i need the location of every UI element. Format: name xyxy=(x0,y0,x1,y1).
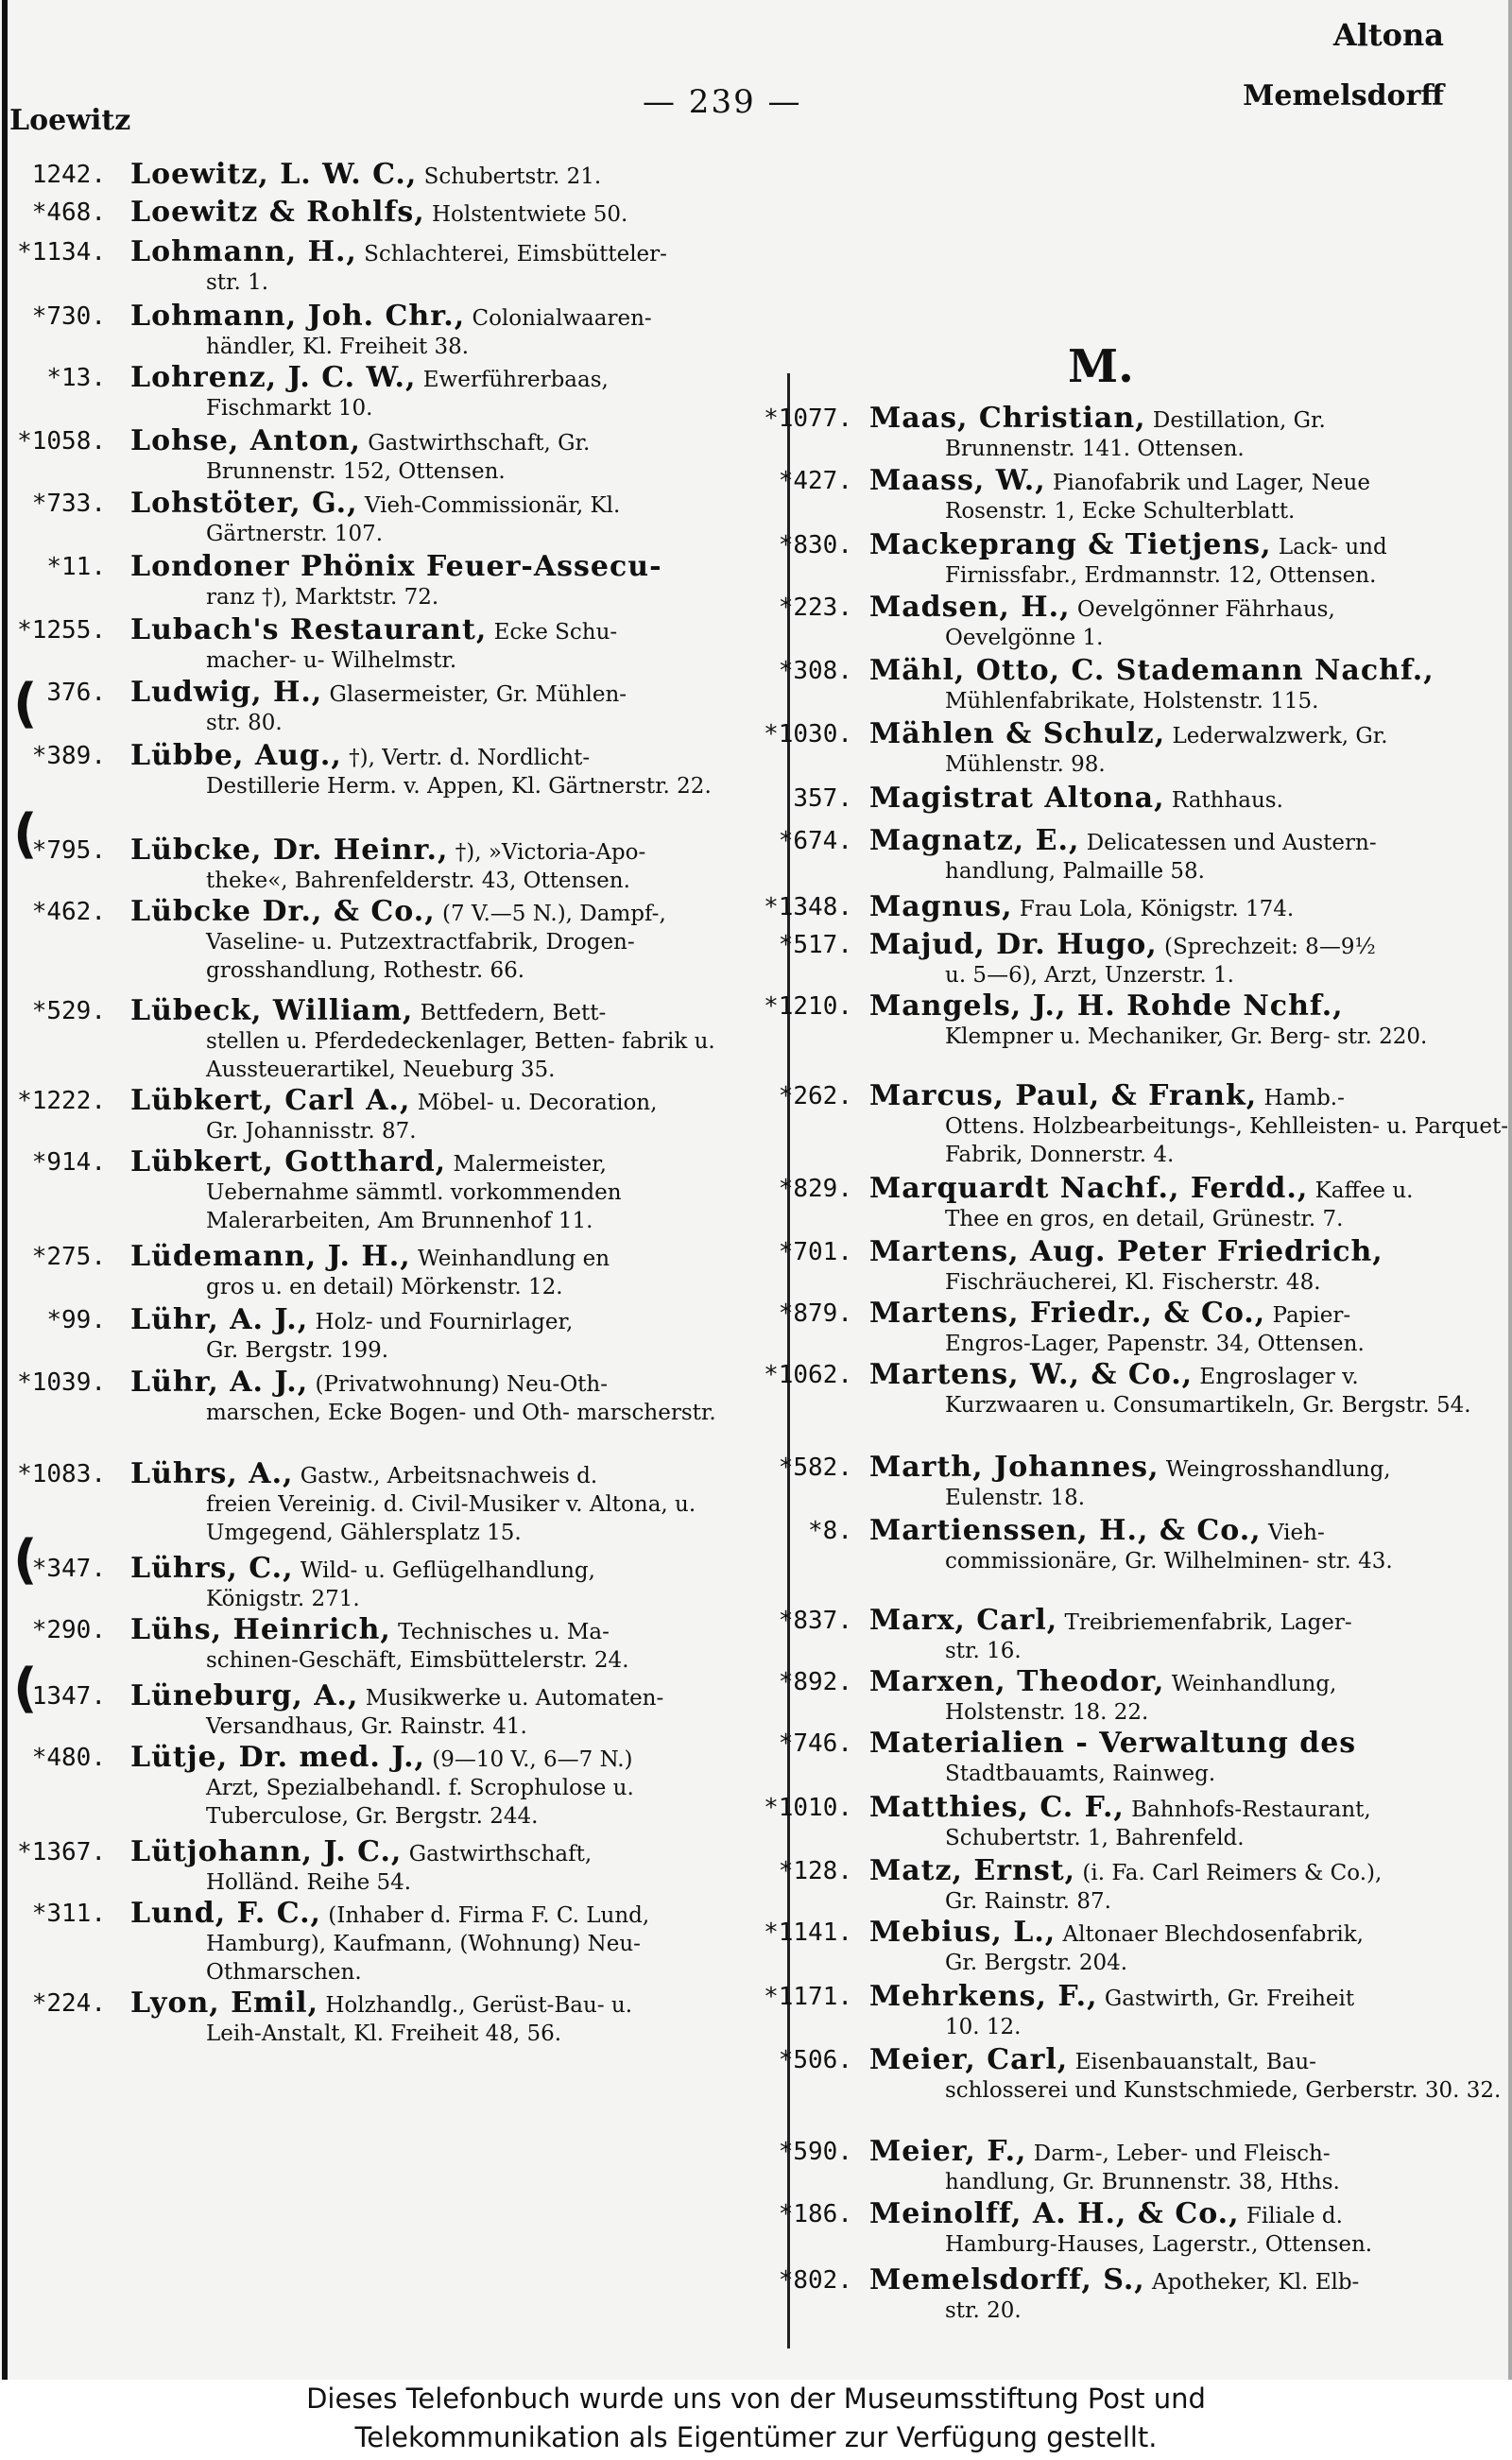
entry-name: Marquardt Nachf., Ferdd., xyxy=(869,1172,1309,1205)
entry-name: Lütje, Dr. med. J., xyxy=(130,1741,425,1774)
entry-name: Lübkert, Gotthard, xyxy=(130,1145,447,1178)
entry-detail: Holz- und Fournirlager, xyxy=(308,1310,574,1334)
entry-detail: Altonaer Blechdosenfabrik, xyxy=(1056,1922,1364,1947)
entry-text xyxy=(869,1729,1512,1788)
entry-name: Maass, W., xyxy=(869,464,1046,497)
entry-name: Mangels, J., H. Rohde Nchf., xyxy=(869,989,1344,1023)
entry-name: Marx, Carl, xyxy=(869,1604,1058,1637)
entry-continuation: Klempner u. Mechaniker, Gr. Berg- str. 220. xyxy=(945,1024,1428,1049)
entry-name: Lubach's Restaurant, xyxy=(130,613,488,646)
entry-continuation: Hamburg), Kaufmann, (Wohnung) Neu-Othmarschen. xyxy=(206,1932,641,1985)
entry-name: Lohmann, H., xyxy=(130,235,357,268)
entry-text xyxy=(130,1897,764,1987)
entry-text xyxy=(130,613,764,675)
entry-text xyxy=(869,1854,1512,1916)
entry-continuation: Vaseline- u. Putzextractfabrik, Drogen- grosshandlung, Rothestr. 66. xyxy=(206,930,635,983)
phone-number: *879. xyxy=(778,1299,852,1328)
entry-detail: (i. Fa. Carl Reimers & Co.), xyxy=(1075,1861,1383,1885)
phone-number: *1255. xyxy=(17,616,106,645)
entry-detail: Ewerführerbaas, xyxy=(416,368,609,392)
entry-text xyxy=(869,404,1512,463)
entry-text xyxy=(869,784,1512,815)
phone-number: *311. xyxy=(31,1900,106,1928)
phone-number: *746. xyxy=(778,1729,852,1758)
entry-text xyxy=(869,2135,1512,2196)
entry-text xyxy=(130,1679,764,1741)
phone-number: *389. xyxy=(31,742,106,770)
phone-number: *1030. xyxy=(764,720,852,748)
entry-detail: Möbel- u. Decoration, xyxy=(410,1091,658,1115)
entry-detail: Eisenbauanstalt, Bau- xyxy=(1068,2050,1316,2074)
entry-text xyxy=(130,1457,764,1547)
phone-number: 357. xyxy=(793,784,852,813)
entry-name: Lüdemann, J. H., xyxy=(130,1240,411,1273)
entry-text xyxy=(869,528,1512,590)
phone-number: *1077. xyxy=(764,404,852,433)
entry-name: Lütjohann, J. C., xyxy=(130,1835,403,1868)
phone-number: *462. xyxy=(31,898,106,926)
entry-detail: Vieh- xyxy=(1261,1521,1325,1545)
entry-name: Loewitz, L. W. C., xyxy=(130,158,418,191)
phone-number: *223. xyxy=(778,593,852,622)
entry-detail: Rathhaus. xyxy=(1164,788,1283,813)
entry-detail: Gastwirth, Gr. Freiheit xyxy=(1097,1987,1355,2011)
entry-continuation: commissionäre, Gr. Wilhelminen- str. 43. xyxy=(945,1549,1393,1574)
entry-text xyxy=(869,824,1512,886)
entry-continuation: Brunnenstr. 141. Ottensen. xyxy=(945,437,1245,461)
phone-number: *701. xyxy=(778,1238,852,1266)
phone-number: *582. xyxy=(778,1454,852,1482)
phone-number: *892. xyxy=(778,1668,852,1696)
entry-detail: Lack- und xyxy=(1271,535,1387,559)
entry-name: Martens, Aug. Peter Friedrich, xyxy=(869,1235,1383,1268)
entry-detail: Lederwalzwerk, Gr. xyxy=(1165,724,1388,748)
entry-name: Lührs, A., xyxy=(130,1457,294,1490)
entry-continuation: Gr. Bergstr. 204. xyxy=(945,1951,1128,1975)
entry-detail: Musikwerke u. Automaten- xyxy=(358,1686,664,1711)
entry-continuation: Brunnenstr. 152, Ottensen. xyxy=(206,459,506,484)
entry-detail: Apotheker, Kl. Elb- xyxy=(1144,2270,1360,2295)
entry-name: Lübcke, Dr. Heinr., xyxy=(130,834,449,867)
entry-name: Ludwig, H., xyxy=(130,676,323,709)
entry-text xyxy=(869,1235,1512,1297)
entry-text xyxy=(130,1835,764,1897)
phone-number: 1242. xyxy=(31,161,106,189)
entry-text xyxy=(869,1791,1512,1852)
phone-number: *1367. xyxy=(17,1838,106,1867)
phone-number: *517. xyxy=(778,931,852,959)
entry-detail: Treibriemenfabrik, Lager- xyxy=(1057,1610,1352,1635)
entry-continuation: u. 5—6), Arzt, Unzerstr. 1. xyxy=(945,963,1234,988)
entry-continuation: schinen-Geschäft, Eimsbüttelerstr. 24. xyxy=(206,1648,629,1673)
entry-name: Lübcke Dr., & Co., xyxy=(130,895,436,928)
entry-name: Lübbe, Aug., xyxy=(130,739,342,772)
entry-continuation: Destillerie Herm. v. Appen, Kl. Gärtnerstr. 22. xyxy=(206,774,712,799)
entry-text xyxy=(869,1299,1512,1358)
entry-name: Lüneburg, A., xyxy=(130,1679,359,1712)
phone-number: 1347. xyxy=(31,1682,106,1711)
entry-text xyxy=(869,1358,1512,1419)
entry-text xyxy=(130,994,764,1084)
entry-detail: Gastwirthschaft, xyxy=(402,1842,593,1867)
entry-text xyxy=(130,361,764,422)
entry-detail: Colonialwaaren- xyxy=(465,306,652,331)
phone-number: *186. xyxy=(778,2200,852,2228)
entry-continuation: handlung, Gr. Brunnenstr. 38, Hths. xyxy=(945,2170,1340,2194)
entry-text xyxy=(869,593,1512,652)
entry-detail: Vieh-Commissionär, Kl. xyxy=(357,493,621,518)
entry-name: Lohse, Anton, xyxy=(130,424,361,457)
entry-name: Martens, W., & Co., xyxy=(869,1358,1194,1391)
phone-number: *1210. xyxy=(764,992,852,1021)
entry-detail: Weinhandlung, xyxy=(1164,1672,1337,1696)
entry-continuation: Eulenstr. 18. xyxy=(945,1486,1086,1510)
entry-detail: (Privatwohnung) Neu-Oth- xyxy=(308,1372,609,1397)
entry-continuation: Fischräucherei, Kl. Fischerstr. 48. xyxy=(945,1270,1321,1295)
entry-continuation: Versandhaus, Gr. Rainstr. 41. xyxy=(206,1714,527,1739)
phone-number: *275. xyxy=(31,1243,106,1271)
entry-detail: †), »Victoria-Apo- xyxy=(448,840,646,865)
entry-continuation: Königstr. 271. xyxy=(206,1587,360,1611)
phone-number: 376. xyxy=(46,679,106,707)
entry-continuation: Gärtnerstr. 107. xyxy=(206,522,384,546)
entry-text xyxy=(869,1079,1512,1169)
entry-text xyxy=(130,1552,764,1613)
entry-continuation: handlung, Palmaille 58. xyxy=(945,859,1205,884)
entry-detail: Delicatessen und Austern- xyxy=(1079,831,1377,855)
entry-continuation: Leih-Anstalt, Kl. Freiheit 48, 56. xyxy=(206,2021,562,2046)
entry-name: Mackeprang & Tietjens, xyxy=(869,528,1272,561)
entry-continuation: Mühlenstr. 98. xyxy=(945,752,1106,777)
entry-text xyxy=(869,654,1512,715)
phone-number: *1062. xyxy=(764,1361,852,1389)
entry-detail: Papier- xyxy=(1265,1303,1351,1328)
phone-number: *347. xyxy=(31,1555,106,1583)
entry-text xyxy=(869,1665,1512,1727)
entry-text xyxy=(869,1172,1512,1233)
entry-continuation: Hamburg-Hauses, Lagerstr., Ottensen. xyxy=(945,2232,1373,2257)
entry-detail: Bahnhofs-Restaurant, xyxy=(1124,1798,1371,1822)
entry-continuation: Holstenstr. 18. 22. xyxy=(945,1700,1149,1725)
entry-detail: Schubertstr. 21. xyxy=(417,164,602,189)
footer-line-1: Dieses Telefonbuch wurde uns von der Museumsstiftung Post und xyxy=(306,2383,1206,2415)
entry-continuation: str. 16. xyxy=(945,1639,1022,1663)
entry-continuation: Ottens. Holzbearbeitungs-, Kehlleisten- u. Parquet-Fabrik, Donnerstr. 4. xyxy=(945,1114,1509,1167)
entry-text xyxy=(869,1451,1512,1512)
phone-number: *830. xyxy=(778,531,852,559)
entry-continuation: 10. 12. xyxy=(945,2015,1022,2039)
margin-bracket-icon: ( xyxy=(13,1658,38,1719)
entry-text xyxy=(130,739,764,800)
footer-line-2: Telekommunikation als Eigentümer zur Verfügung gestellt. xyxy=(354,2421,1158,2453)
entry-detail: Pianofabrik und Lager, Neue xyxy=(1045,471,1370,495)
entry-detail: †), Vertr. d. Nordlicht- xyxy=(341,746,591,770)
phone-number: *1222. xyxy=(17,1087,106,1115)
entry-continuation: marschen, Ecke Bogen- und Oth- marscherstr. xyxy=(206,1401,716,1425)
entry-text xyxy=(130,198,764,229)
entry-continuation: Kurzwaaren u. Consumartikeln, Gr. Bergstr. 54. xyxy=(945,1393,1471,1418)
entry-detail: Darm-, Leber- und Fleisch- xyxy=(1026,2142,1331,2166)
margin-bracket-icon: ( xyxy=(13,803,38,865)
entry-name: Lyon, Emil, xyxy=(130,1987,319,2020)
entry-text xyxy=(130,676,764,737)
entry-continuation: str. 20. xyxy=(945,2298,1022,2323)
entry-text xyxy=(130,424,764,486)
entry-text xyxy=(130,836,764,895)
entry-text xyxy=(130,895,764,985)
phone-number: *1039. xyxy=(17,1368,106,1397)
section-letter: M. xyxy=(1068,340,1134,393)
entry-text xyxy=(869,890,1512,923)
entry-detail: Weingrosshandlung, xyxy=(1159,1457,1391,1482)
phone-number: *1171. xyxy=(764,1983,852,2011)
entry-text xyxy=(130,1145,764,1235)
entry-text xyxy=(869,1980,1512,2041)
phone-number: *1010. xyxy=(764,1794,852,1822)
entry-detail: Hamb.- xyxy=(1257,1086,1345,1110)
entry-name: Magnatz, E., xyxy=(869,824,1080,857)
entry-name: Lühs, Heinrich, xyxy=(130,1613,391,1646)
entry-text xyxy=(869,2263,1512,2325)
entry-continuation: Arzt, Spezialbehandl. f. Scrophulose u. Tuberculose, Gr. Bergstr. 244. xyxy=(206,1776,634,1829)
entry-continuation: Mühlenfabrikate, Holstenstr. 115. xyxy=(945,689,1319,714)
header-right-keyword: Memelsdorff xyxy=(1243,79,1444,112)
entry-text xyxy=(130,302,764,361)
entry-text xyxy=(130,1741,764,1831)
phone-number: *674. xyxy=(778,827,852,855)
entry-name: Matz, Ernst, xyxy=(869,1854,1076,1887)
phone-number: *427. xyxy=(778,467,852,495)
entry-text xyxy=(869,1604,1512,1665)
page-number: — 239 — xyxy=(643,83,802,121)
phone-number: *802. xyxy=(778,2266,852,2295)
entry-continuation: händler, Kl. Freiheit 38. xyxy=(206,335,470,359)
phone-number: *224. xyxy=(31,1989,106,2018)
entry-detail: (7 V.—5 N.), Dampf-, xyxy=(435,902,666,926)
entry-name: Materialien - Verwaltung des xyxy=(869,1727,1357,1760)
entry-detail: Holzhandlg., Gerüst-Bau- u. xyxy=(318,1993,633,2018)
entry-name: Lübkert, Carl A., xyxy=(130,1084,411,1117)
phone-number: *837. xyxy=(778,1607,852,1635)
phone-number: *262. xyxy=(778,1082,852,1110)
entry-text xyxy=(869,464,1512,525)
entry-name: Memelsdorff, S., xyxy=(869,2263,1145,2297)
entry-detail: Bettfedern, Bett- xyxy=(413,1001,607,1025)
phone-number: *8. xyxy=(808,1517,852,1545)
entry-detail: Gastw., Arbeitsnachweis d. xyxy=(293,1464,598,1488)
entry-name: Mehrkens, F., xyxy=(869,1980,1098,2013)
entry-name: Mähl, Otto, C. Stademann Nachf., xyxy=(869,654,1435,687)
entry-text xyxy=(869,989,1512,1051)
entry-name: Mebius, L., xyxy=(869,1916,1057,1949)
entry-continuation: gros u. en detail) Mörkenstr. 12. xyxy=(206,1275,563,1299)
entry-text xyxy=(130,158,764,191)
phone-number: *1083. xyxy=(17,1460,106,1488)
entry-text xyxy=(130,1303,764,1365)
entry-name: Marth, Johannes, xyxy=(869,1451,1160,1484)
entry-continuation: str. 1. xyxy=(206,270,269,295)
entry-detail: Destillation, Gr. xyxy=(1145,408,1326,433)
entry-detail: Frau Lola, Königstr. 174. xyxy=(1012,897,1295,921)
phone-number: *480. xyxy=(31,1744,106,1772)
entry-detail: Kaffee u. xyxy=(1308,1178,1414,1203)
entry-name: Lühr, A. J., xyxy=(130,1303,309,1336)
phone-number: *1348. xyxy=(764,893,852,921)
entry-continuation: Fischmarkt 10. xyxy=(206,396,373,421)
entry-detail: Malermeister, xyxy=(446,1152,607,1177)
entry-text xyxy=(130,550,764,611)
entry-detail: Wild- u. Geflügelhandlung, xyxy=(293,1558,595,1583)
entry-name: Lund, F. C., xyxy=(130,1897,321,1930)
entry-continuation: stellen u. Pferdedeckenlager, Betten- fabrik u. Aussteuerartikel, Neueburg 35. xyxy=(206,1029,715,1082)
entry-continuation: Schubertstr. 1, Bahrenfeld. xyxy=(945,1826,1245,1850)
phone-number: *529. xyxy=(31,997,106,1025)
entry-continuation: Gr. Rainstr. 87. xyxy=(945,1889,1111,1914)
entry-text xyxy=(130,1989,764,2048)
entry-text xyxy=(869,717,1512,779)
phone-number: *1141. xyxy=(764,1918,852,1947)
entry-name: Marcus, Paul, & Frank, xyxy=(869,1079,1258,1112)
entry-continuation: theke«, Bahrenfelderstr. 43, Ottensen. xyxy=(206,869,630,893)
entry-name: Lohstöter, G., xyxy=(130,487,358,520)
phone-number: *308. xyxy=(778,657,852,685)
phone-number: *829. xyxy=(778,1175,852,1203)
entry-text xyxy=(869,2043,1512,2105)
entry-continuation: str. 80. xyxy=(206,711,283,735)
entry-continuation: freien Vereinig. d. Civil-Musiker v. Altona, u. Umgegend, Gählersplatz 15. xyxy=(206,1492,696,1545)
entry-detail: Holstentwiete 50. xyxy=(424,202,628,227)
entry-name: Maas, Christian, xyxy=(869,402,1146,435)
entry-detail: (Inhaber d. Firma F. C. Lund, xyxy=(321,1903,650,1928)
entry-detail: Ecke Schu- xyxy=(487,620,618,645)
entry-continuation: Uebernahme sämmtl. vorkommenden Malerarbeiten, Am Brunnenhof 11. xyxy=(206,1180,622,1233)
entry-name: Loewitz & Rohlfs, xyxy=(130,196,425,229)
entry-name: Lohmann, Joh. Chr., xyxy=(130,300,466,333)
entry-name: Meinolff, A. H., & Co., xyxy=(869,2197,1240,2230)
entry-name: Marxen, Theodor, xyxy=(869,1665,1165,1698)
entry-continuation: Engros-Lager, Papenstr. 34, Ottensen. xyxy=(945,1332,1365,1356)
entry-text xyxy=(130,1368,764,1427)
entry-continuation: ranz †), Marktstr. 72. xyxy=(206,585,439,610)
entry-detail: Gastwirthschaft, Gr. xyxy=(361,431,591,456)
entry-continuation: Firnissfabr., Erdmannstr. 12, Ottensen. xyxy=(945,563,1377,588)
phone-number: *468. xyxy=(31,198,106,227)
entry-detail: (9—10 V., 6—7 N.) xyxy=(425,1747,633,1772)
entry-detail: Oevelgönner Fährhaus, xyxy=(1070,597,1335,622)
entry-continuation: Rosenstr. 1, Ecke Schulterblatt. xyxy=(945,499,1296,524)
entry-name: Lühr, A. J., xyxy=(130,1366,309,1399)
entry-detail: Weinhandlung en xyxy=(410,1247,610,1271)
entry-text xyxy=(869,928,1512,989)
phone-number: *590. xyxy=(778,2138,852,2166)
margin-bracket-icon: ( xyxy=(13,1529,38,1591)
phone-number: *290. xyxy=(31,1616,106,1644)
phone-number: *730. xyxy=(31,302,106,331)
entry-detail: Glasermeister, Gr. Mühlen- xyxy=(322,682,627,707)
entry-name: Lohrenz, J. C. W., xyxy=(130,361,417,394)
entry-name: Madsen, H., xyxy=(869,591,1071,624)
entry-name: Meier, Carl, xyxy=(869,2043,1069,2076)
page-edge-left xyxy=(2,0,8,2380)
entry-continuation: Gr. Bergstr. 199. xyxy=(206,1338,389,1363)
phone-number: *13. xyxy=(46,364,106,392)
margin-bracket-icon: ( xyxy=(13,673,38,734)
phone-number: *1058. xyxy=(17,427,106,456)
entry-detail: (Sprechzeit: 8—9½ xyxy=(1157,935,1376,959)
entry-name: Meier, F., xyxy=(869,2135,1027,2168)
entry-text xyxy=(130,235,764,297)
phone-number: *1134. xyxy=(17,238,106,267)
phone-number: *128. xyxy=(778,1857,852,1885)
phone-number: *914. xyxy=(31,1148,106,1177)
footer-credit xyxy=(0,2380,1512,2460)
phone-number: *506. xyxy=(778,2046,852,2074)
entry-text xyxy=(130,1084,764,1145)
phone-number: *795. xyxy=(31,836,106,865)
entry-detail: Technisches u. Ma- xyxy=(390,1620,610,1644)
entry-detail: Filiale d. xyxy=(1239,2204,1343,2228)
entry-text xyxy=(130,487,764,548)
entry-name: Martienssen, H., & Co., xyxy=(869,1514,1262,1547)
header-city: Altona xyxy=(1332,17,1444,53)
entry-text xyxy=(130,1240,764,1301)
entry-continuation: Oevelgönne 1. xyxy=(945,626,1104,650)
header-left-keyword: Loewitz xyxy=(9,104,131,137)
phone-number: *733. xyxy=(31,490,106,518)
entry-text xyxy=(869,2197,1512,2259)
entry-continuation: Gr. Johannisstr. 87. xyxy=(206,1119,417,1144)
entry-name: Martens, Friedr., & Co., xyxy=(869,1297,1266,1330)
entry-continuation: Thee en gros, en detail, Grünestr. 7. xyxy=(945,1207,1344,1231)
entry-name: Mählen & Schulz, xyxy=(869,717,1166,750)
entry-name: Majud, Dr. Hugo, xyxy=(869,928,1158,961)
entry-text xyxy=(130,1613,764,1675)
phone-number: *99. xyxy=(46,1306,106,1334)
entry-detail: Engroslager v. xyxy=(1193,1365,1359,1389)
entry-continuation: schlosserei und Kunstschmiede, Gerberstr. 30. 32. xyxy=(945,2078,1502,2103)
entry-name: Lübeck, William, xyxy=(130,994,414,1027)
entry-name: Magistrat Altona, xyxy=(869,782,1165,815)
entry-name: Lührs, C., xyxy=(130,1552,294,1585)
entry-text xyxy=(869,1918,1512,1977)
phone-number: *11. xyxy=(46,553,106,581)
entry-name: Londoner Phönix Feuer-Assecu- xyxy=(130,550,662,583)
entry-continuation: Holländ. Reihe 54. xyxy=(206,1870,412,1895)
entry-name: Matthies, C. F., xyxy=(869,1791,1125,1824)
entry-text xyxy=(869,1514,1512,1575)
entry-detail: Schlachterei, Eimsbütteler- xyxy=(356,242,667,267)
entry-name: Magnus, xyxy=(869,890,1013,923)
entry-continuation: macher- u- Wilhelmstr. xyxy=(206,648,457,673)
entry-continuation: Stadtbauamts, Rainweg. xyxy=(945,1762,1216,1786)
